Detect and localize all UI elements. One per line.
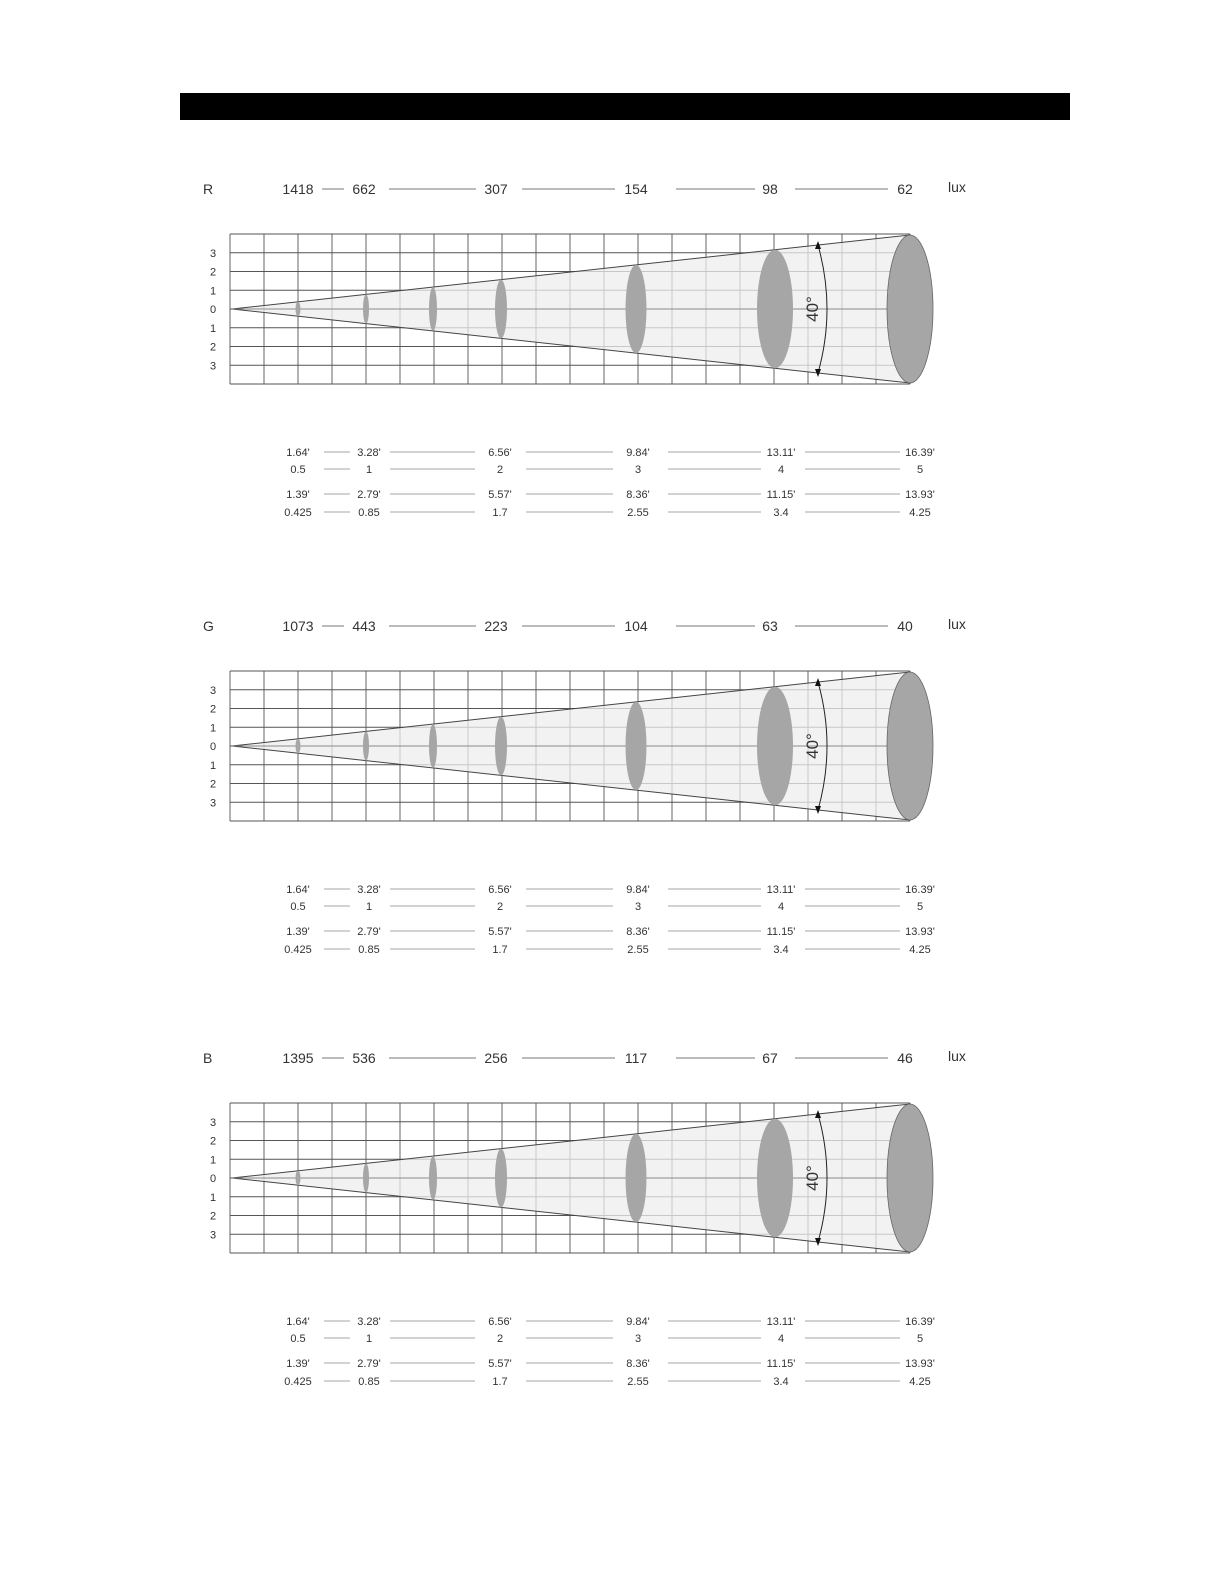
table-value-diameter-feet: 1.39': [286, 1358, 310, 1370]
table-value-distance-m: 0.5: [290, 464, 306, 476]
table-value-diameter-m: 2.55: [627, 944, 649, 956]
beam-panel-blue: [0, 1039, 1224, 1399]
y-tick-label: 2: [209, 1135, 217, 1148]
table-value-distance-feet: 9.84': [626, 1316, 650, 1328]
lux-value: 62: [897, 181, 913, 197]
lux-value: 223: [484, 618, 508, 634]
table-value-diameter-feet: 8.36': [626, 1358, 650, 1370]
table-value-diameter-m: 3.4: [773, 507, 789, 519]
lux-unit: lux: [948, 179, 966, 195]
lux-value: 117: [624, 1050, 648, 1066]
beam-cross-section: [296, 739, 301, 753]
table-value-diameter-m: 2.55: [627, 1376, 649, 1388]
y-tick-label: 2: [209, 1210, 217, 1223]
beam-cross-section: [757, 1119, 793, 1238]
table-value-diameter-feet: 13.93': [905, 926, 935, 938]
table-value-distance-feet: 13.11': [766, 1316, 796, 1328]
beam-cross-section: [363, 1163, 369, 1192]
table-value-distance-feet: 3.28': [357, 884, 381, 896]
beam-cross-section: [495, 717, 507, 776]
table-value-distance-feet: 13.11': [766, 884, 796, 896]
y-tick-label: 0: [209, 741, 217, 753]
table-value-diameter-feet: 1.39': [286, 926, 310, 938]
table-value-distance-m: 5: [916, 464, 924, 476]
beam-angle-label: 40°: [803, 1165, 822, 1191]
table-value-diameter-m: 0.85: [358, 944, 380, 956]
table-value-distance-m: 4: [777, 901, 785, 913]
table-value-diameter-feet: 5.57': [488, 926, 512, 938]
table-value-diameter-m: 0.85: [358, 507, 380, 519]
table-value-diameter-m: 0.425: [284, 944, 312, 956]
beam-cross-section: [495, 1149, 507, 1208]
y-tick-label: 2: [209, 778, 217, 791]
table-value-distance-feet: 6.56': [488, 884, 512, 896]
table-value-distance-feet: 3.28': [357, 447, 381, 459]
table-value-diameter-feet: 11.15': [766, 926, 796, 938]
table-value-diameter-feet: 8.36': [626, 489, 650, 501]
lux-value: 256: [484, 1050, 508, 1066]
lux-value: 307: [484, 181, 508, 197]
table-value-diameter-m: 4.25: [909, 944, 931, 956]
lux-value: 104: [624, 618, 648, 634]
beam-panel-red: [0, 170, 1224, 530]
y-tick-label: 1: [209, 759, 217, 772]
beam-cross-section: [757, 687, 793, 806]
lux-value: 98: [762, 181, 778, 197]
beam-panel-green: [0, 607, 1224, 967]
beam-cross-section: [363, 294, 369, 323]
table-value-distance-m: 1: [365, 901, 373, 913]
table-value-diameter-m: 3.4: [773, 944, 789, 956]
y-tick-label: 0: [209, 1173, 217, 1185]
table-value-diameter-m: 4.25: [909, 507, 931, 519]
table-value-diameter-m: 4.25: [909, 1376, 931, 1388]
beam-cross-section: [429, 287, 437, 331]
lux-value: 154: [624, 181, 648, 197]
channel-label: G: [203, 618, 214, 634]
table-value-diameter-feet: 2.79': [357, 926, 381, 938]
table-value-distance-m: 3: [634, 901, 642, 913]
beam-cross-section: [429, 724, 437, 768]
beam-cross-section: [757, 250, 793, 369]
lux-value: 1418: [282, 181, 314, 197]
beam-end-ellipse: [887, 235, 933, 383]
table-value-distance-feet: 16.39': [905, 447, 935, 459]
table-value-diameter-feet: 13.93': [905, 489, 935, 501]
table-value-distance-feet: 6.56': [488, 1316, 512, 1328]
beam-cross-section: [363, 731, 369, 760]
table-value-diameter-feet: 11.15': [766, 1358, 796, 1370]
table-value-diameter-feet: 13.93': [905, 1358, 935, 1370]
beam-cross-section: [296, 1171, 301, 1185]
table-value-distance-m: 4: [777, 464, 785, 476]
lux-value: 443: [352, 618, 376, 634]
lux-value: 1395: [282, 1050, 314, 1066]
y-tick-label: 1: [209, 1154, 217, 1167]
y-tick-label: 1: [209, 322, 217, 335]
beam-cross-section: [429, 1156, 437, 1200]
lux-unit: lux: [948, 616, 966, 632]
lux-value: 63: [762, 618, 778, 634]
table-value-distance-feet: 6.56': [488, 447, 512, 459]
y-tick-label: 1: [209, 1191, 217, 1204]
table-value-diameter-m: 0.425: [284, 1376, 312, 1388]
beam-angle-label: 40°: [803, 296, 822, 322]
beam-cross-section: [495, 280, 507, 339]
table-value-distance-m: 5: [916, 1333, 924, 1345]
beam-cross-section: [626, 265, 647, 353]
y-tick-label: 2: [209, 341, 217, 354]
channel-label: B: [203, 1050, 213, 1066]
table-value-distance-feet: 9.84': [626, 447, 650, 459]
table-value-distance-feet: 16.39': [905, 1316, 935, 1328]
lux-value: 536: [352, 1050, 376, 1066]
lux-value: 40: [897, 618, 913, 634]
table-value-distance-m: 5: [916, 901, 924, 913]
beam-cross-section: [296, 302, 301, 316]
table-value-diameter-m: 1.7: [492, 507, 508, 519]
table-value-diameter-feet: 2.79': [357, 1358, 381, 1370]
beam-end-ellipse: [887, 672, 933, 820]
y-tick-label: 2: [209, 266, 217, 279]
beam-angle-label: 40°: [803, 733, 822, 759]
table-value-distance-feet: 3.28': [357, 1316, 381, 1328]
table-value-diameter-feet: 1.39': [286, 489, 310, 501]
table-value-distance-feet: 1.64': [286, 1316, 310, 1328]
table-value-diameter-m: 3.4: [773, 1376, 789, 1388]
table-value-distance-m: 0.5: [290, 1333, 306, 1345]
table-value-diameter-m: 1.7: [492, 944, 508, 956]
lux-value: 46: [897, 1050, 913, 1066]
table-value-distance-m: 3: [634, 1333, 642, 1345]
table-value-distance-feet: 1.64': [286, 884, 310, 896]
table-value-distance-m: 0.5: [290, 901, 306, 913]
lux-unit: lux: [948, 1048, 966, 1064]
y-tick-label: 1: [209, 285, 217, 298]
lux-value: 1073: [282, 618, 314, 634]
table-value-diameter-feet: 2.79': [357, 489, 381, 501]
y-tick-label: 3: [209, 684, 217, 697]
table-value-diameter-m: 2.55: [627, 507, 649, 519]
table-value-diameter-feet: 8.36': [626, 926, 650, 938]
table-value-distance-m: 1: [365, 1333, 373, 1345]
table-value-distance-m: 2: [496, 1333, 504, 1345]
table-value-distance-feet: 9.84': [626, 884, 650, 896]
y-tick-label: 3: [209, 360, 217, 373]
lux-value: 662: [352, 181, 376, 197]
y-tick-label: 3: [209, 247, 217, 260]
y-tick-label: 1: [209, 722, 217, 735]
beam-diagram: [0, 607, 1224, 967]
y-tick-label: 0: [209, 304, 217, 316]
beam-cross-section: [626, 1134, 647, 1222]
table-value-distance-m: 2: [496, 901, 504, 913]
table-value-distance-feet: 13.11': [766, 447, 796, 459]
table-value-distance-feet: 16.39': [905, 884, 935, 896]
beam-end-ellipse: [887, 1104, 933, 1252]
y-tick-label: 2: [209, 703, 217, 716]
table-value-distance-feet: 1.64': [286, 447, 310, 459]
beam-diagram: [0, 1039, 1224, 1399]
table-value-diameter-m: 0.85: [358, 1376, 380, 1388]
table-value-distance-m: 1: [365, 464, 373, 476]
channel-label: R: [203, 181, 214, 197]
table-value-distance-m: 2: [496, 464, 504, 476]
table-value-distance-m: 4: [777, 1333, 785, 1345]
lux-value: 67: [762, 1050, 778, 1066]
table-value-distance-m: 3: [634, 464, 642, 476]
beam-cross-section: [626, 702, 647, 790]
y-tick-label: 3: [209, 1116, 217, 1129]
table-value-diameter-feet: 5.57': [488, 1358, 512, 1370]
table-value-diameter-feet: 11.15': [766, 489, 796, 501]
table-value-diameter-m: 1.7: [492, 1376, 508, 1388]
table-value-diameter-m: 0.425: [284, 507, 312, 519]
beam-diagram: [0, 170, 1224, 530]
header-bar: [180, 93, 1070, 120]
y-tick-label: 3: [209, 1229, 217, 1242]
y-tick-label: 3: [209, 797, 217, 810]
table-value-diameter-feet: 5.57': [488, 489, 512, 501]
